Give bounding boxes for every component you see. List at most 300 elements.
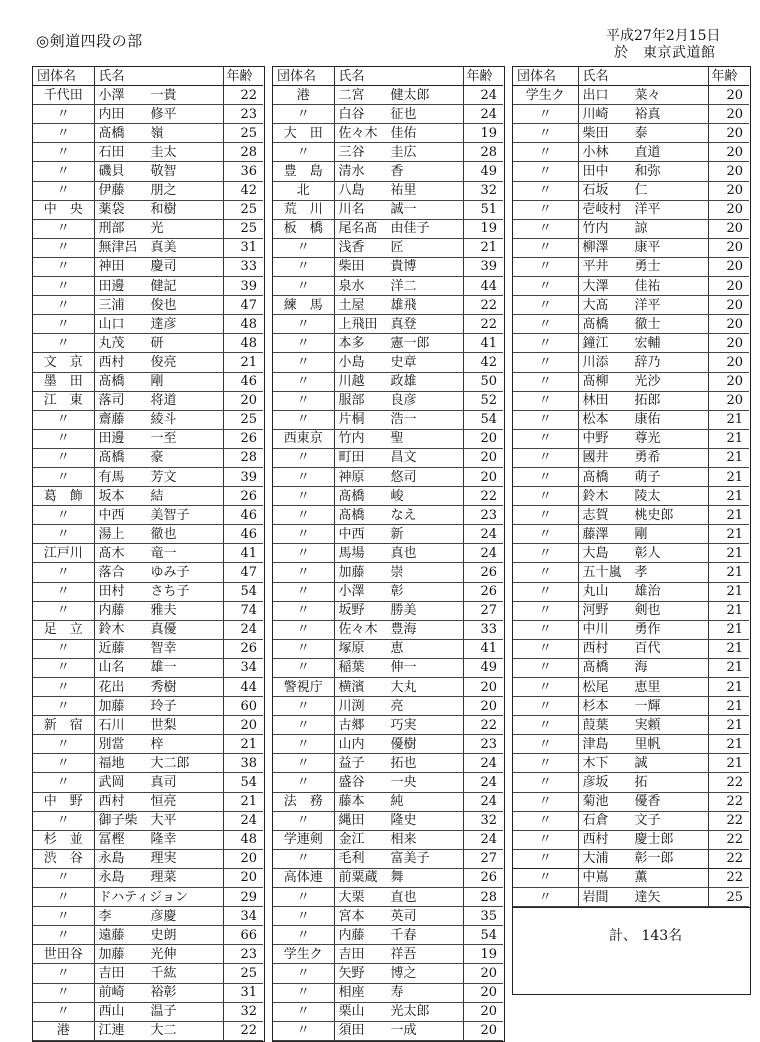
team-cell: 〃 <box>33 563 94 582</box>
name-cell: 葭葉 実頼 <box>578 716 708 735</box>
team-cell: 〃 <box>33 238 94 257</box>
header-name: 氏名 <box>578 67 708 86</box>
table-row <box>513 811 749 830</box>
table-row <box>273 1021 503 1040</box>
age-cell: 21 <box>708 544 749 563</box>
table-row <box>273 697 503 716</box>
name-cell: 三谷 圭広 <box>334 143 463 162</box>
name-cell: 江連 大二 <box>94 1021 223 1040</box>
age-cell: 34 <box>223 658 263 677</box>
age-cell: 41 <box>223 544 263 563</box>
table-row <box>513 219 749 238</box>
team-cell: 〃 <box>273 773 334 792</box>
age-cell: 52 <box>463 391 503 410</box>
name-cell: 石川 世梨 <box>94 716 223 735</box>
table-row <box>273 200 503 219</box>
name-cell: 稲葉 伸一 <box>334 658 463 677</box>
table-row <box>273 219 503 238</box>
name-cell: 田邊 一至 <box>94 429 223 448</box>
team-cell: 大 田 <box>273 124 334 143</box>
name-cell: 前粟蔵 舞 <box>334 868 463 887</box>
team-cell: 〃 <box>273 620 334 639</box>
team-cell: 足 立 <box>33 620 94 639</box>
roster-column-1 <box>32 66 265 1042</box>
age-cell: 21 <box>708 525 749 544</box>
table-row <box>513 525 749 544</box>
age-cell: 20 <box>223 849 263 868</box>
team-cell: 〃 <box>513 735 578 754</box>
name-cell: 小澤 一貴 <box>94 86 223 105</box>
name-cell: 齋藤 綾斗 <box>94 410 223 429</box>
age-cell: 54 <box>463 926 503 945</box>
age-cell: 20 <box>708 238 749 257</box>
name-cell: 尾名髙 由佳子 <box>334 219 463 238</box>
table-row <box>33 429 263 448</box>
age-cell: 54 <box>463 410 503 429</box>
team-cell: 〃 <box>513 620 578 639</box>
table-row <box>273 830 503 849</box>
header-row <box>33 67 263 86</box>
table-row <box>513 334 749 353</box>
table-row <box>513 849 749 868</box>
team-cell: 法 務 <box>273 792 334 811</box>
table-row <box>33 124 263 143</box>
name-cell: 八島 祐里 <box>334 181 463 200</box>
name-cell: 福地 大二郎 <box>94 754 223 773</box>
table-row <box>33 620 263 639</box>
team-cell: 中 央 <box>33 200 94 219</box>
name-cell: 遠藤 史朗 <box>94 926 223 945</box>
age-cell: 21 <box>708 487 749 506</box>
page-title: ◎剣道四段の部 <box>36 32 143 50</box>
team-cell: 〃 <box>33 754 94 773</box>
name-cell: 菊池 優香 <box>578 792 708 811</box>
team-cell: 〃 <box>273 811 334 830</box>
age-cell: 54 <box>223 773 263 792</box>
name-cell: 松本 康佑 <box>578 410 708 429</box>
table-row <box>273 487 503 506</box>
team-cell: 〃 <box>513 219 578 238</box>
table-row <box>513 658 749 677</box>
team-cell: 〃 <box>513 506 578 525</box>
team-cell: 〃 <box>513 162 578 181</box>
table-row <box>273 86 503 105</box>
age-cell: 23 <box>463 506 503 525</box>
name-cell: 岩間 達矢 <box>578 888 708 907</box>
age-cell: 44 <box>223 678 263 697</box>
table-row <box>513 735 749 754</box>
name-cell: 大島 彰人 <box>578 544 708 563</box>
age-cell: 21 <box>708 410 749 429</box>
age-cell: 24 <box>463 525 503 544</box>
age-cell: 41 <box>463 334 503 353</box>
age-cell: 22 <box>708 773 749 792</box>
team-cell: 〃 <box>513 544 578 563</box>
name-cell: 鈴木 陵太 <box>578 487 708 506</box>
name-cell: 伊藤 朋之 <box>94 181 223 200</box>
age-cell: 21 <box>708 658 749 677</box>
team-cell: 〃 <box>513 849 578 868</box>
name-cell: 内藤 雅夫 <box>94 601 223 620</box>
table-row <box>33 410 263 429</box>
team-cell: 豊 島 <box>273 162 334 181</box>
table-row <box>513 830 749 849</box>
name-cell: 髙橋 なえ <box>334 506 463 525</box>
table-row <box>513 181 749 200</box>
team-cell: 〃 <box>273 926 334 945</box>
team-cell: 〃 <box>273 238 334 257</box>
team-cell: 〃 <box>33 277 94 296</box>
table-row <box>33 735 263 754</box>
age-cell: 33 <box>463 620 503 639</box>
team-cell: 〃 <box>33 257 94 276</box>
team-cell: 港 <box>273 86 334 105</box>
table-row <box>33 983 263 1002</box>
team-cell: 〃 <box>513 315 578 334</box>
name-cell: 盛谷 一央 <box>334 773 463 792</box>
table-row <box>273 315 503 334</box>
team-cell: 〃 <box>33 582 94 601</box>
table-row <box>273 811 503 830</box>
age-cell: 20 <box>708 86 749 105</box>
table-row <box>273 620 503 639</box>
team-cell: 江戸川 <box>33 544 94 563</box>
team-cell: 〃 <box>33 983 94 1002</box>
name-cell: 横濱 大丸 <box>334 678 463 697</box>
name-cell: 益子 拓也 <box>334 754 463 773</box>
age-cell: 21 <box>708 620 749 639</box>
team-cell: 墨 田 <box>33 372 94 391</box>
name-cell: 藤本 純 <box>334 792 463 811</box>
age-cell: 26 <box>223 639 263 658</box>
team-cell: 〃 <box>513 334 578 353</box>
name-cell: 柴田 泰 <box>578 124 708 143</box>
team-cell: 〃 <box>273 506 334 525</box>
team-cell: 〃 <box>273 334 334 353</box>
name-cell: 永島 理実 <box>94 849 223 868</box>
name-cell: 川名 誠一 <box>334 200 463 219</box>
age-cell: 19 <box>463 945 503 964</box>
header-row <box>513 67 749 86</box>
age-cell: 20 <box>708 219 749 238</box>
name-cell: 髙橋 萌子 <box>578 467 708 486</box>
team-cell: 〃 <box>513 467 578 486</box>
name-cell: 馬場 真也 <box>334 544 463 563</box>
team-cell: 〃 <box>513 181 578 200</box>
age-cell: 21 <box>708 601 749 620</box>
name-cell: 坂野 勝美 <box>334 601 463 620</box>
table-row <box>33 544 263 563</box>
table-row <box>513 506 749 525</box>
team-cell: 〃 <box>273 1021 334 1040</box>
team-cell: 〃 <box>273 448 334 467</box>
team-cell: 〃 <box>33 506 94 525</box>
team-cell: 〃 <box>273 754 334 773</box>
team-cell: 〃 <box>273 582 334 601</box>
table-row <box>273 525 503 544</box>
team-cell: 港 <box>33 1021 94 1040</box>
table-row <box>273 238 503 257</box>
table-row <box>33 181 263 200</box>
name-cell: 髙柳 光沙 <box>578 372 708 391</box>
age-cell: 26 <box>463 582 503 601</box>
name-cell: 二宮 健太郎 <box>334 86 463 105</box>
name-cell: 大髙 洋平 <box>578 296 708 315</box>
table-row <box>33 811 263 830</box>
age-cell: 20 <box>223 868 263 887</box>
team-cell: 〃 <box>273 964 334 983</box>
name-cell: 髙橋 嶺 <box>94 124 223 143</box>
header-name: 氏名 <box>334 67 463 86</box>
team-cell: 〃 <box>273 716 334 735</box>
table-row <box>273 467 503 486</box>
age-cell: 32 <box>223 1002 263 1021</box>
team-cell: 〃 <box>273 391 334 410</box>
name-cell: 古郷 巧実 <box>334 716 463 735</box>
table-row <box>273 907 503 926</box>
name-cell: ドハティジョン <box>94 888 223 907</box>
team-cell: 〃 <box>273 525 334 544</box>
table-row <box>273 448 503 467</box>
team-cell: 〃 <box>273 563 334 582</box>
team-cell: 〃 <box>273 372 334 391</box>
table-row <box>33 945 263 964</box>
name-cell: 津島 里帆 <box>578 735 708 754</box>
team-cell: 〃 <box>273 277 334 296</box>
age-cell: 20 <box>708 391 749 410</box>
header-team: 団体名 <box>273 67 334 86</box>
table-row <box>273 353 503 372</box>
age-cell: 23 <box>463 735 503 754</box>
table-row <box>273 983 503 1002</box>
table-row <box>513 143 749 162</box>
table-row <box>273 105 503 124</box>
name-cell: 山名 雄一 <box>94 658 223 677</box>
name-cell: 志賀 桃史郎 <box>578 506 708 525</box>
team-cell: 渋 谷 <box>33 849 94 868</box>
team-cell: 〃 <box>513 124 578 143</box>
age-cell: 33 <box>223 257 263 276</box>
team-cell: 〃 <box>513 601 578 620</box>
name-cell: 佐々木 豊海 <box>334 620 463 639</box>
table-row <box>513 544 749 563</box>
table-row <box>273 773 503 792</box>
table-row <box>513 678 749 697</box>
name-cell: 内田 修平 <box>94 105 223 124</box>
name-cell: 武岡 真司 <box>94 773 223 792</box>
name-cell: 落合 ゆみ子 <box>94 563 223 582</box>
table-row <box>513 563 749 582</box>
age-cell: 39 <box>223 277 263 296</box>
name-cell: 李 彦慶 <box>94 907 223 926</box>
age-cell: 24 <box>463 86 503 105</box>
age-cell: 49 <box>463 162 503 181</box>
age-cell: 28 <box>223 448 263 467</box>
table-row <box>33 391 263 410</box>
table-row <box>33 105 263 124</box>
table-row <box>513 716 749 735</box>
age-cell: 47 <box>223 296 263 315</box>
age-cell: 21 <box>708 754 749 773</box>
age-cell: 23 <box>223 945 263 964</box>
name-cell: 髙木 竜一 <box>94 544 223 563</box>
team-cell: 〃 <box>33 773 94 792</box>
table-row <box>513 372 749 391</box>
table-row <box>513 257 749 276</box>
age-cell: 20 <box>708 181 749 200</box>
table-row <box>33 907 263 926</box>
event-date: 平成27年2月15日 <box>606 28 721 44</box>
age-cell: 22 <box>463 315 503 334</box>
name-cell: 西村 百代 <box>578 639 708 658</box>
age-cell: 20 <box>708 143 749 162</box>
name-cell: 御子柴 大平 <box>94 811 223 830</box>
name-cell: 竹内 聖 <box>334 429 463 448</box>
team-cell: 〃 <box>33 429 94 448</box>
age-cell: 19 <box>463 124 503 143</box>
table-row <box>273 658 503 677</box>
age-cell: 22 <box>708 849 749 868</box>
age-cell: 20 <box>708 105 749 124</box>
age-cell: 49 <box>463 658 503 677</box>
name-cell: 有馬 芳文 <box>94 467 223 486</box>
table-row <box>513 105 749 124</box>
name-cell: 湯上 徹也 <box>94 525 223 544</box>
name-cell: 中西 美智子 <box>94 506 223 525</box>
age-cell: 29 <box>223 888 263 907</box>
name-cell: 髙橋 徹士 <box>578 315 708 334</box>
name-cell: 西山 温子 <box>94 1002 223 1021</box>
table-row <box>273 334 503 353</box>
age-cell: 21 <box>223 353 263 372</box>
table-row <box>273 296 503 315</box>
age-cell: 20 <box>463 678 503 697</box>
age-cell: 20 <box>708 372 749 391</box>
name-cell: 本多 憲一郎 <box>334 334 463 353</box>
age-cell: 24 <box>463 754 503 773</box>
table-row <box>273 926 503 945</box>
name-cell: 加藤 玲子 <box>94 697 223 716</box>
name-cell: 中西 新 <box>334 525 463 544</box>
age-cell: 22 <box>708 830 749 849</box>
age-cell: 25 <box>223 124 263 143</box>
name-cell: 近藤 智幸 <box>94 639 223 658</box>
age-cell: 20 <box>463 467 503 486</box>
team-cell: 〃 <box>513 658 578 677</box>
age-cell: 21 <box>463 238 503 257</box>
table-row <box>273 716 503 735</box>
team-cell: 板 橋 <box>273 219 334 238</box>
name-cell: 田中 和弥 <box>578 162 708 181</box>
team-cell: 〃 <box>33 181 94 200</box>
name-cell: 柳澤 康平 <box>578 238 708 257</box>
table-row <box>33 563 263 582</box>
name-cell: 冨樫 隆幸 <box>94 830 223 849</box>
table-row <box>33 525 263 544</box>
age-cell: 22 <box>708 811 749 830</box>
name-cell: 川崎 裕真 <box>578 105 708 124</box>
age-cell: 54 <box>223 582 263 601</box>
team-cell: 〃 <box>273 601 334 620</box>
team-cell: 〃 <box>273 849 334 868</box>
table-row <box>273 429 503 448</box>
name-cell: 大栗 直也 <box>334 888 463 907</box>
age-cell: 27 <box>463 601 503 620</box>
team-cell: 〃 <box>33 811 94 830</box>
name-cell: 鐘江 宏輔 <box>578 334 708 353</box>
table-row <box>513 639 749 658</box>
table-row <box>33 200 263 219</box>
age-cell: 26 <box>223 429 263 448</box>
team-cell: 高体連 <box>273 868 334 887</box>
name-cell: 髙橋 峻 <box>334 487 463 506</box>
table-row <box>33 849 263 868</box>
team-cell: 〃 <box>513 429 578 448</box>
team-cell: 〃 <box>33 888 94 907</box>
date-venue <box>606 28 746 62</box>
name-cell: 加藤 崇 <box>334 563 463 582</box>
name-cell: 上飛田 真登 <box>334 315 463 334</box>
table-row <box>273 162 503 181</box>
name-cell: 白谷 征也 <box>334 105 463 124</box>
age-cell: 20 <box>463 448 503 467</box>
age-cell: 21 <box>708 697 749 716</box>
table-row <box>33 716 263 735</box>
age-cell: 48 <box>223 830 263 849</box>
header-age: 年齢 <box>223 67 263 86</box>
name-cell: 丸山 雄治 <box>578 582 708 601</box>
name-cell: 花出 秀樹 <box>94 678 223 697</box>
name-cell: 杉本 一輝 <box>578 697 708 716</box>
name-cell: 中川 勇作 <box>578 620 708 639</box>
table-row <box>273 754 503 773</box>
table-row <box>33 506 263 525</box>
age-cell: 23 <box>223 105 263 124</box>
team-cell: 〃 <box>33 525 94 544</box>
table-row <box>273 888 503 907</box>
age-cell: 35 <box>463 907 503 926</box>
table-row <box>33 964 263 983</box>
table-row <box>273 582 503 601</box>
team-cell: 〃 <box>273 544 334 563</box>
age-cell: 22 <box>708 792 749 811</box>
table-row <box>33 372 263 391</box>
age-cell: 21 <box>708 448 749 467</box>
name-cell: 髙橋 剛 <box>94 372 223 391</box>
name-cell: 木下 誠 <box>578 754 708 773</box>
team-cell: 〃 <box>33 124 94 143</box>
table-row <box>33 868 263 887</box>
age-cell: 21 <box>708 429 749 448</box>
age-cell: 28 <box>463 143 503 162</box>
team-cell: 〃 <box>33 926 94 945</box>
team-cell: 〃 <box>33 868 94 887</box>
table-row <box>273 639 503 658</box>
age-cell: 20 <box>223 716 263 735</box>
name-cell: 前崎 裕彰 <box>94 983 223 1002</box>
team-cell: 〃 <box>513 639 578 658</box>
name-cell: 山内 優樹 <box>334 735 463 754</box>
team-cell: 〃 <box>513 143 578 162</box>
team-cell: 〃 <box>33 964 94 983</box>
team-cell: 〃 <box>33 907 94 926</box>
table-row <box>33 601 263 620</box>
name-cell: 吉田 祥吾 <box>334 945 463 964</box>
age-cell: 20 <box>463 964 503 983</box>
total-count: 計、 143名 <box>609 928 683 944</box>
table-row <box>33 754 263 773</box>
table-row <box>513 467 749 486</box>
